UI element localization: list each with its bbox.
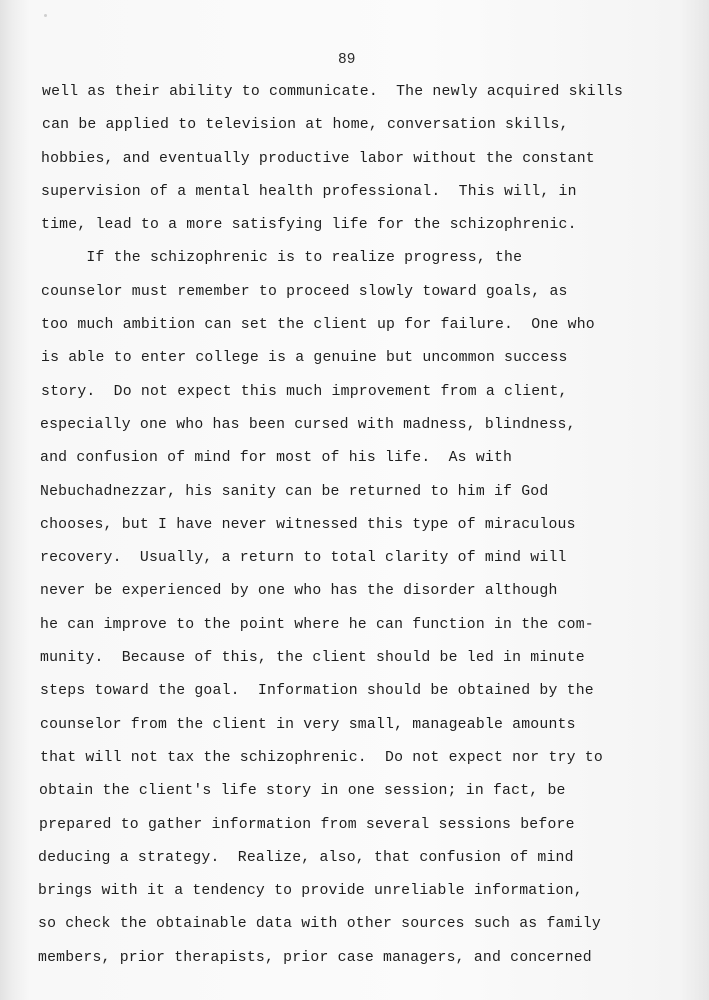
- text-line: is able to enter college is a genuine but uncommon success: [41, 350, 568, 367]
- text-line: recovery. Usually, a return to total clarity of mind will: [40, 550, 567, 567]
- text-line: munity. Because of this, the client should be led in minute: [40, 650, 585, 667]
- text-line: steps toward the goal. Information should be obtained by the: [40, 683, 594, 700]
- text-line: prepared to gather information from several sessions before: [39, 816, 575, 833]
- text-line: counselor from the client in very small, manageable amounts: [40, 716, 576, 733]
- text-line: that will not tax the schizophrenic. Do not expect nor try to: [40, 749, 603, 766]
- text-line: never be experienced by one who has the disorder although: [40, 583, 558, 600]
- text-line: Nebuchadnezzar, his sanity can be returned to him if God: [40, 483, 549, 500]
- text-line: can be applied to television at home, conversation skills,: [42, 117, 569, 134]
- text-line: hobbies, and eventually productive labor without the constant: [41, 150, 595, 167]
- text-line: especially one who has been cursed with madness, blindness,: [40, 416, 576, 433]
- text-line: counselor must remember to proceed slowly toward goals, as: [41, 283, 568, 300]
- text-line: he can improve to the point where he can function in the com-: [40, 616, 594, 633]
- text-line: well as their ability to communicate. The newly acquired skills: [42, 84, 624, 100]
- body-text: [0, 81, 709, 980]
- text-line: story. Do not expect this much improvement from a client,: [41, 383, 568, 400]
- paper-speck: [44, 14, 47, 17]
- text-line: and confusion of mind for most of his life. As with: [40, 450, 513, 467]
- text-line: chooses, but I have never witnessed this type of miraculous: [40, 516, 576, 533]
- text-line: too much ambition can set the client up for failure. One who: [41, 317, 595, 334]
- text-line: members, prior therapists, prior case managers, and concerned: [38, 949, 592, 966]
- text-line: so check the obtainable data with other sources such as family: [38, 916, 601, 933]
- text-line: deducing a strategy. Realize, also, that confusion of mind: [38, 849, 574, 866]
- text-line: brings with it a tendency to provide unreliable information,: [38, 883, 583, 900]
- text-line: obtain the client's life story in one session; in fact, be: [39, 783, 566, 800]
- page-number: 89: [338, 52, 356, 68]
- text-line: If the schizophrenic is to realize progress, the: [41, 250, 523, 267]
- text-line: supervision of a mental health professional. This will, in: [41, 183, 577, 200]
- text-line: time, lead to a more satisfying life for the schizophrenic.: [41, 217, 577, 234]
